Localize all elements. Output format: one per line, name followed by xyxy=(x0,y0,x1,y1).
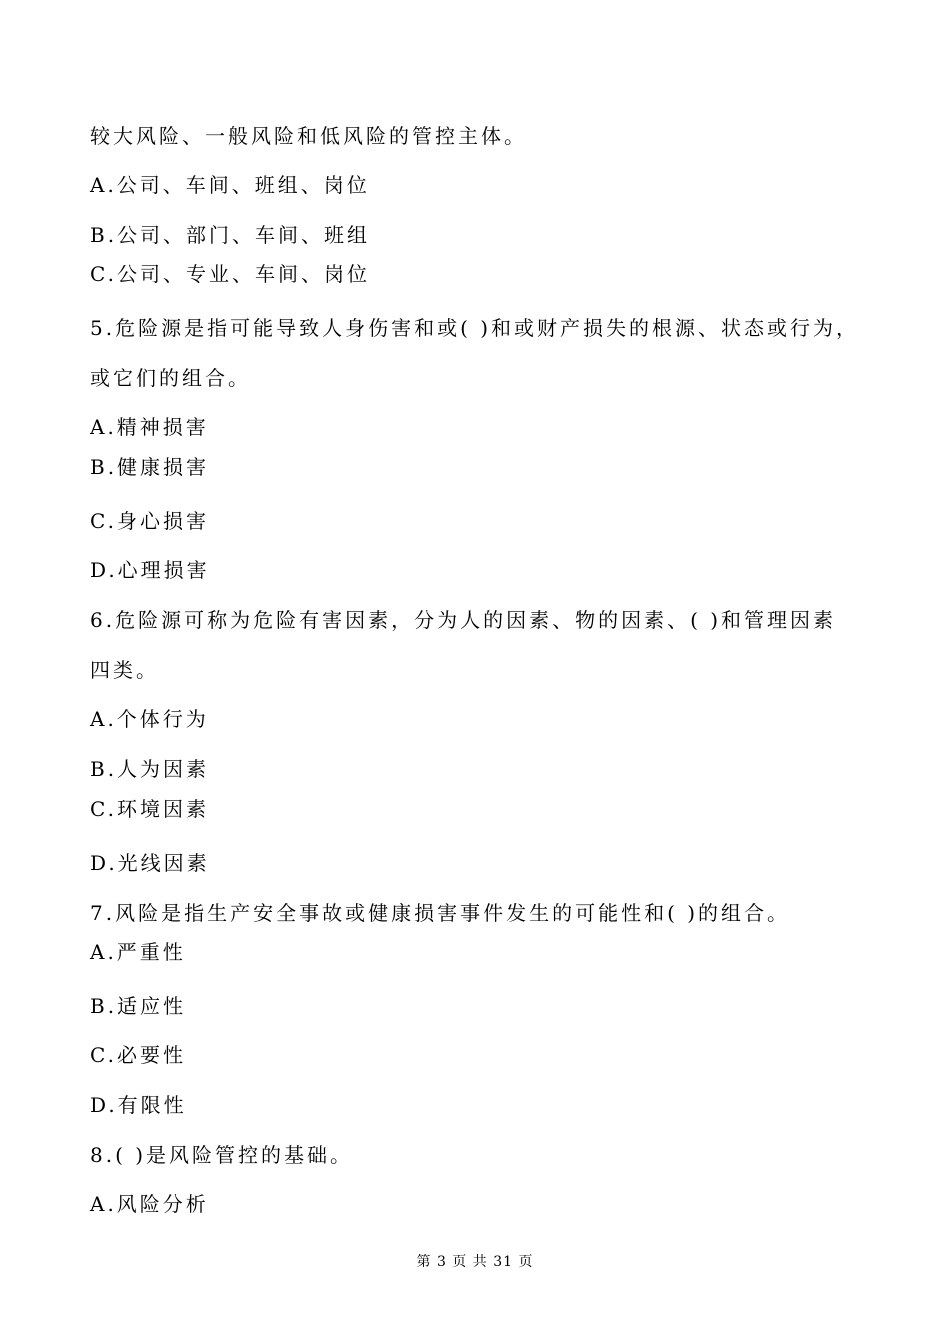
option-line: C.身心损害 xyxy=(90,509,209,533)
option-line: B.公司、部门、车间、班组 xyxy=(90,223,371,247)
question-6-text-cont: 四类。 xyxy=(90,658,159,682)
option-line: C.环境因素 xyxy=(90,797,209,821)
question-8-text: 8.( )是风险管控的基础。 xyxy=(90,1143,354,1167)
option-line: A.精神损害 xyxy=(90,415,209,439)
question-6-text: 6.危险源可称为危险有害因素，分为人的因素、物的因素、( )和管理因素 xyxy=(90,608,837,632)
option-line: C.必要性 xyxy=(90,1043,186,1067)
option-line: A.风险分析 xyxy=(90,1192,209,1216)
question-5-text-cont: 或它们的组合。 xyxy=(90,366,251,390)
option-line: B.健康损害 xyxy=(90,455,210,479)
option-line: A.公司、车间、班组、岗位 xyxy=(90,173,370,197)
option-line: A.严重性 xyxy=(90,940,186,964)
option-line: D.光线因素 xyxy=(90,851,210,875)
option-line: D.心理损害 xyxy=(90,558,210,582)
option-line: B.适应性 xyxy=(90,994,187,1018)
page-number-footer: 第 3 页 共 31 页 xyxy=(416,1254,534,1270)
question-5-text: 5.危险源是指可能导致人身伤害和或( )和或财产损失的根源、状态或行为， xyxy=(90,316,860,340)
option-line: D.有限性 xyxy=(90,1093,187,1117)
text-line: 较大风险、一般风险和低风险的管控主体。 xyxy=(90,124,527,148)
option-line: A.个体行为 xyxy=(90,707,209,731)
question-7-text: 7.风险是指生产安全事故或健康损害事件发生的可能性和( )的组合。 xyxy=(90,901,791,925)
option-line: B.人为因素 xyxy=(90,757,210,781)
option-line: C.公司、专业、车间、岗位 xyxy=(90,262,370,286)
